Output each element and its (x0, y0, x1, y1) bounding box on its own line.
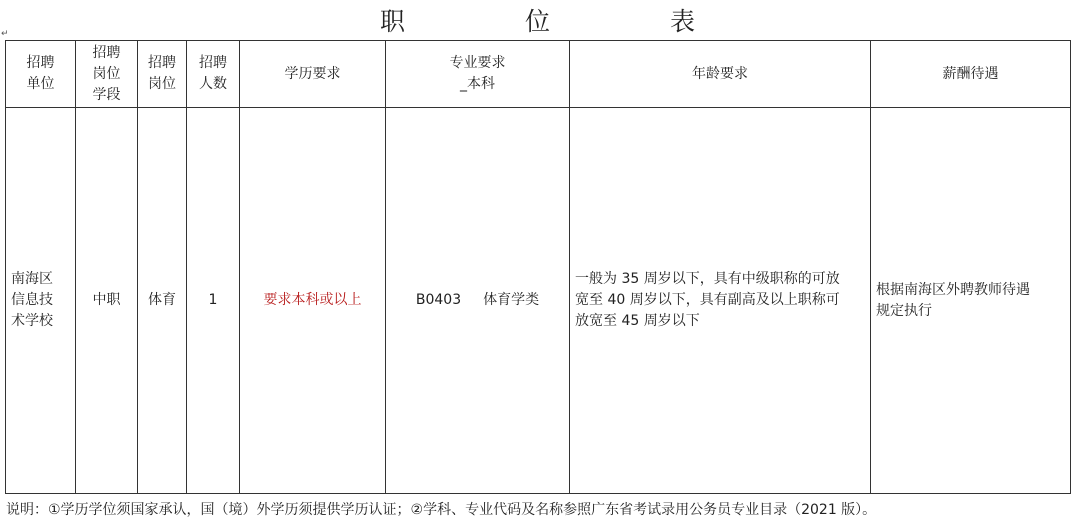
table-row (6, 108, 1071, 494)
cell-unit: 南海区 信息技 术学校 (6, 108, 76, 494)
major-code: B0403 (415, 292, 462, 308)
position-table (5, 40, 1071, 494)
header-stage: 招聘 岗位 学段 (76, 41, 138, 108)
header-count: 招聘 人数 (187, 41, 240, 108)
cell-salary: 根据南海区外聘教师待遇 规定执行 (871, 108, 1071, 494)
header-unit: 招聘 单位 (6, 41, 76, 108)
cell-post: 体育 (138, 108, 187, 494)
major-name: 体育学类 (483, 292, 540, 308)
footnote: 说明：①学历学位须国家承认，国（境）外学历须提供学历认证；②学科、专业代码及名称参照广东省考试录用公务员专业目录（2021 版）。 (6, 502, 877, 518)
cell-count: 1 (187, 108, 240, 494)
paragraph-mark: ↵ (1, 29, 9, 39)
cell-education: 要求本科或以上 (240, 108, 386, 494)
cell-major (386, 108, 570, 494)
header-salary: 薪酬待遇 (871, 41, 1071, 108)
header-row (6, 41, 1071, 108)
page-title: 职 位 表 (380, 7, 751, 36)
header-age: 年龄要求 (570, 41, 871, 108)
cell-age: 一般为 35 周岁以下，具有中级职称的可放 宽至 40 周岁以下，具有副高及以上职称可 放宽至 45 周岁以下 (570, 108, 871, 494)
header-education: 学历要求 (240, 41, 386, 108)
header-post: 招聘 岗位 (138, 41, 187, 108)
cell-stage: 中职 (76, 108, 138, 494)
header-major: 专业要求 _本科 (386, 41, 570, 108)
